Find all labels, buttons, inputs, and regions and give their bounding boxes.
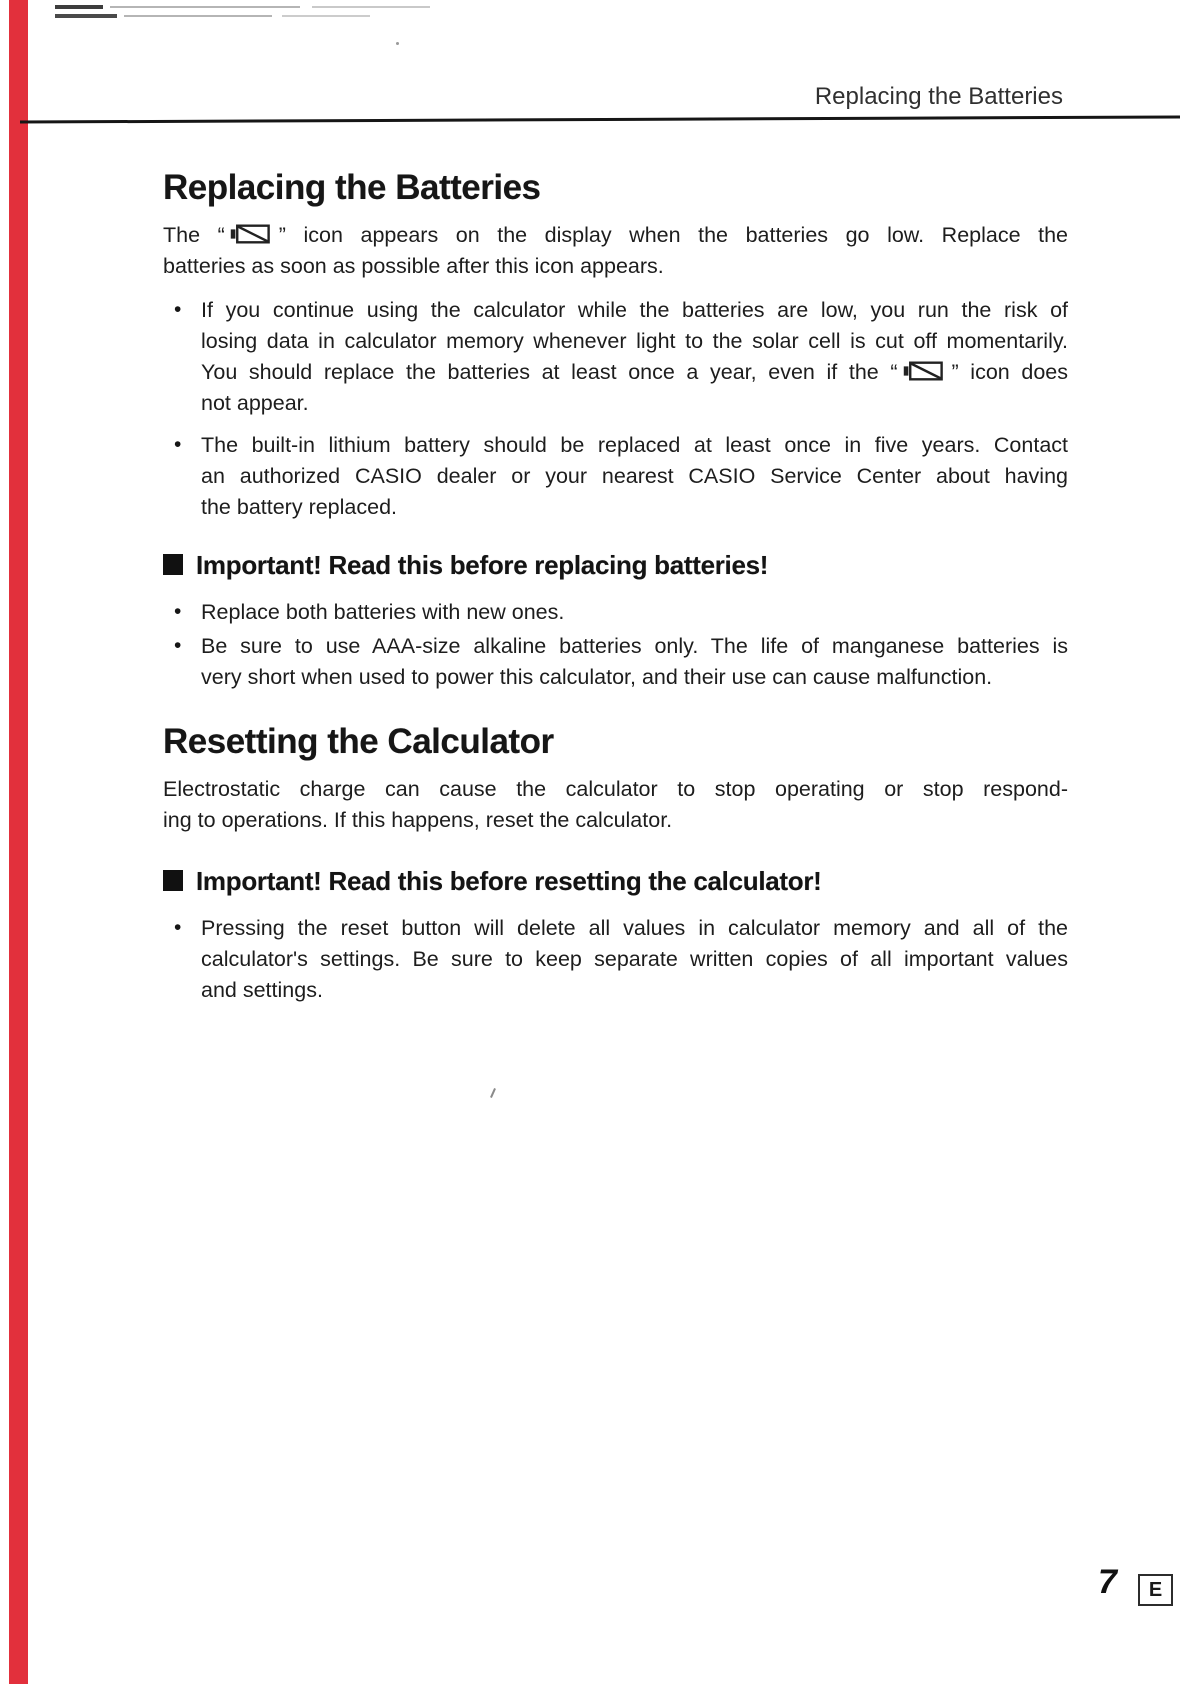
- important-replacing-list: [163, 597, 1068, 696]
- bullet-icon: •: [174, 600, 182, 623]
- list-item: [163, 295, 1068, 419]
- text-line: and settings.: [201, 978, 323, 1002]
- list-item: [163, 631, 1068, 693]
- scan-noise: [282, 15, 370, 17]
- text-line: ing to operations. If this happens, reset the calculator.: [163, 808, 673, 832]
- important-replacing-heading: [163, 550, 1068, 581]
- scan-edge-bar: [9, 0, 28, 1684]
- text-line: The built-in lithium battery should be replaced at least once in five years. Contact: [201, 433, 1068, 457]
- scan-noise: [124, 15, 272, 17]
- bullet-icon: •: [174, 634, 182, 657]
- text-line: Be sure to use AAA-size alkaline batteries only. The life of manganese batteries is: [201, 634, 1068, 658]
- text-line: Pressing the reset button will delete all values in calculator memory and all of the: [201, 916, 1068, 940]
- text-line: batteries as soon as possible after this icon appears.: [163, 254, 664, 278]
- text-line: not appear.: [201, 391, 309, 415]
- bullet-icon: •: [174, 433, 182, 456]
- header-rule: [20, 115, 1180, 123]
- intro-paragraph: [163, 220, 1068, 282]
- text-line: If you continue using the calculator while the batteries are low, you run the risk of: [201, 298, 1068, 322]
- running-header: Replacing the Batteries: [814, 83, 1063, 110]
- low-battery-icon: [230, 222, 274, 246]
- black-square-icon: [163, 870, 183, 891]
- scan-noise: [110, 6, 300, 8]
- scan-noise: [55, 14, 117, 18]
- scan-speck: [490, 1088, 496, 1098]
- text-line: calculator's settings. Be sure to keep separate written copies of all important values: [201, 947, 1068, 971]
- text-line: You should replace the batteries at least once a year, even if the “ ” icon does: [201, 360, 1068, 384]
- important-resetting-title: Important! Read this before resetting the calculator!: [196, 866, 822, 896]
- black-square-icon: [163, 554, 183, 575]
- text-line: Replace both batteries with new ones.: [201, 600, 565, 624]
- important-replacing-title: Important! Read this before replacing batteries!: [196, 550, 769, 580]
- scan-noise: [312, 6, 430, 8]
- text-line: an authorized CASIO dealer or your nearest CASIO Service Center about having: [201, 464, 1068, 488]
- low-battery-icon: [903, 359, 947, 383]
- text-line: the battery replaced.: [201, 495, 398, 519]
- important-resetting-heading: [163, 866, 1068, 897]
- list-item: [163, 430, 1068, 523]
- scan-speck: [396, 42, 399, 45]
- edition-mark: E: [1138, 1574, 1173, 1606]
- list-item: [163, 913, 1068, 1006]
- bullet-icon: •: [174, 916, 182, 939]
- text-line: very short when used to power this calculator, and their use can cause malfunction.: [201, 665, 993, 689]
- scan-noise: [55, 5, 103, 9]
- battery-notes-list: [163, 295, 1068, 534]
- text-line: The “ ” icon appears on the display when the batteries go low. Replace the: [163, 223, 1069, 247]
- page-number: 7: [1098, 1563, 1117, 1601]
- text-line: Electrostatic charge can cause the calculator to stop operating or stop respond-: [163, 777, 1068, 801]
- heading-replacing-batteries: Replacing the Batteries: [163, 168, 541, 207]
- heading-resetting-calculator: Resetting the Calculator: [163, 722, 554, 761]
- important-resetting-list: [163, 913, 1068, 1010]
- list-item: [163, 597, 1068, 628]
- resetting-paragraph: [163, 774, 1068, 836]
- text-line: losing data in calculator memory whenever light to the solar cell is cut off momentarily.: [201, 329, 1068, 353]
- bullet-icon: •: [174, 298, 182, 321]
